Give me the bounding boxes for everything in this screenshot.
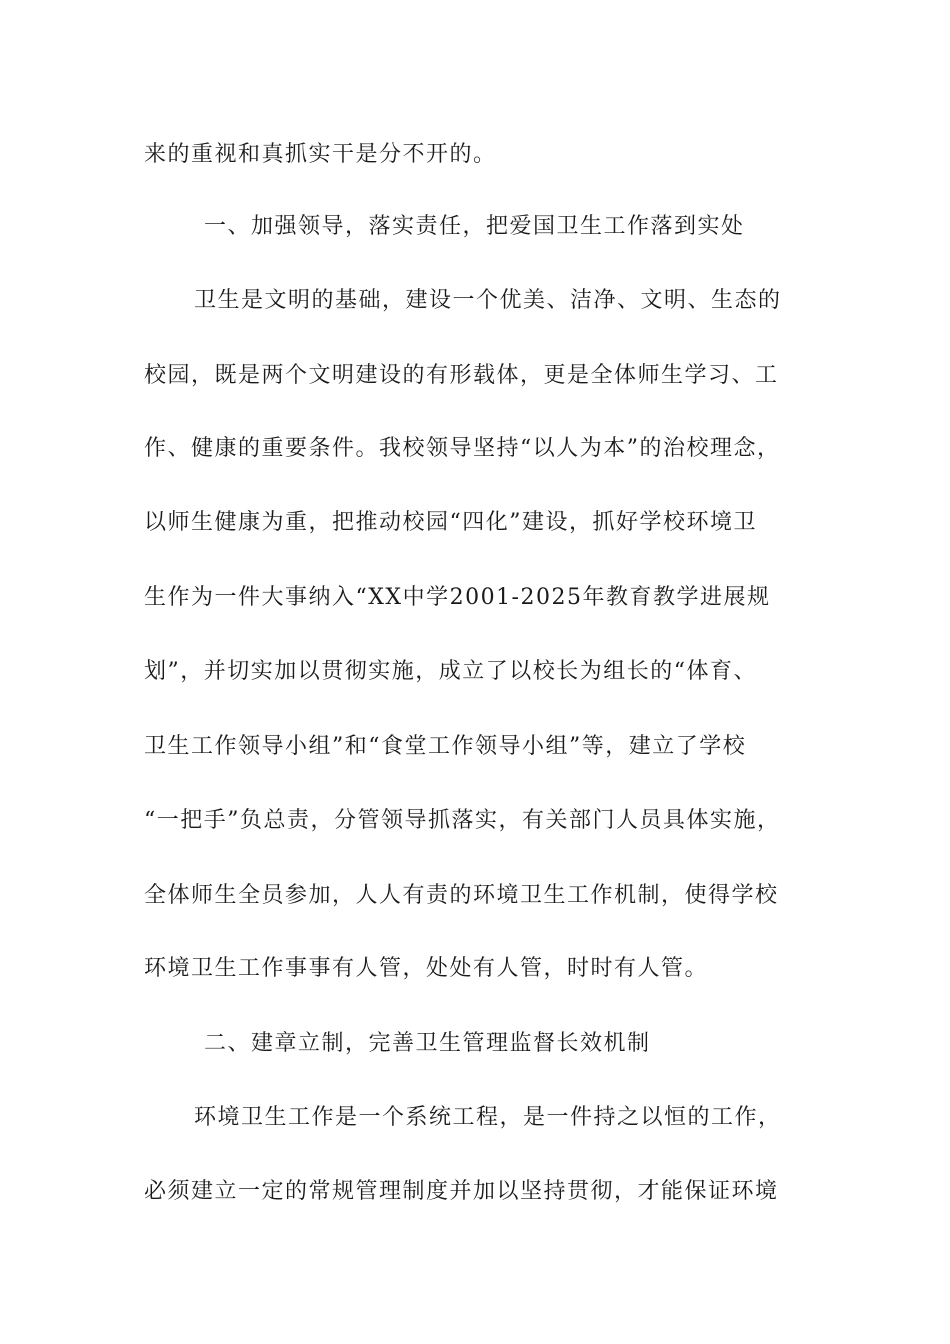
paragraph-line: 校园，既是两个文明建设的有形载体，更是全体师生学习、工 bbox=[144, 363, 779, 388]
paragraph-line: 卫生工作领导小组”和“食堂工作领导小组”等，建立了学校 bbox=[144, 734, 747, 759]
paragraph-line: 环境卫生工作是一个系统工程，是一件持之以恒的工作， bbox=[194, 1105, 782, 1130]
paragraph-line: 生作为一件大事纳入“XX中学2001-2025年教育教学进展规 bbox=[144, 585, 771, 610]
section-heading: 二、建章立制，完善卫生管理监督长效机制 bbox=[204, 1031, 651, 1056]
paragraph-line: 卫生是文明的基础，建设一个优美、洁净、文明、生态的 bbox=[194, 288, 782, 313]
paragraph-line: 全体师生全员参加，人人有责的环境卫生工作机制，使得学校 bbox=[144, 883, 779, 908]
paragraph-line: “一把手”负总责，分管领导抓落实，有关部门人员具体实施， bbox=[144, 808, 781, 833]
paragraph-line: 划”，并切实加以贯彻实施，成立了以校长为组长的“体育、 bbox=[144, 659, 757, 684]
paragraph-line: 来的重视和真抓实干是分不开的。 bbox=[144, 142, 497, 167]
paragraph-line: 必须建立一定的常规管理制度并加以坚持贯彻，才能保证环境 bbox=[144, 1179, 779, 1204]
section-heading: 一、加强领导，落实责任，把爱国卫生工作落到实处 bbox=[204, 214, 745, 239]
paragraph-line: 作、健康的重要条件。我校领导坚持“以人为本”的治校理念， bbox=[144, 436, 781, 461]
paragraph-line: 环境卫生工作事事有人管，处处有人管，时时有人管。 bbox=[144, 956, 709, 981]
paragraph-line: 以师生健康为重，把推动校园“四化”建设，抓好学校环境卫 bbox=[144, 510, 757, 535]
